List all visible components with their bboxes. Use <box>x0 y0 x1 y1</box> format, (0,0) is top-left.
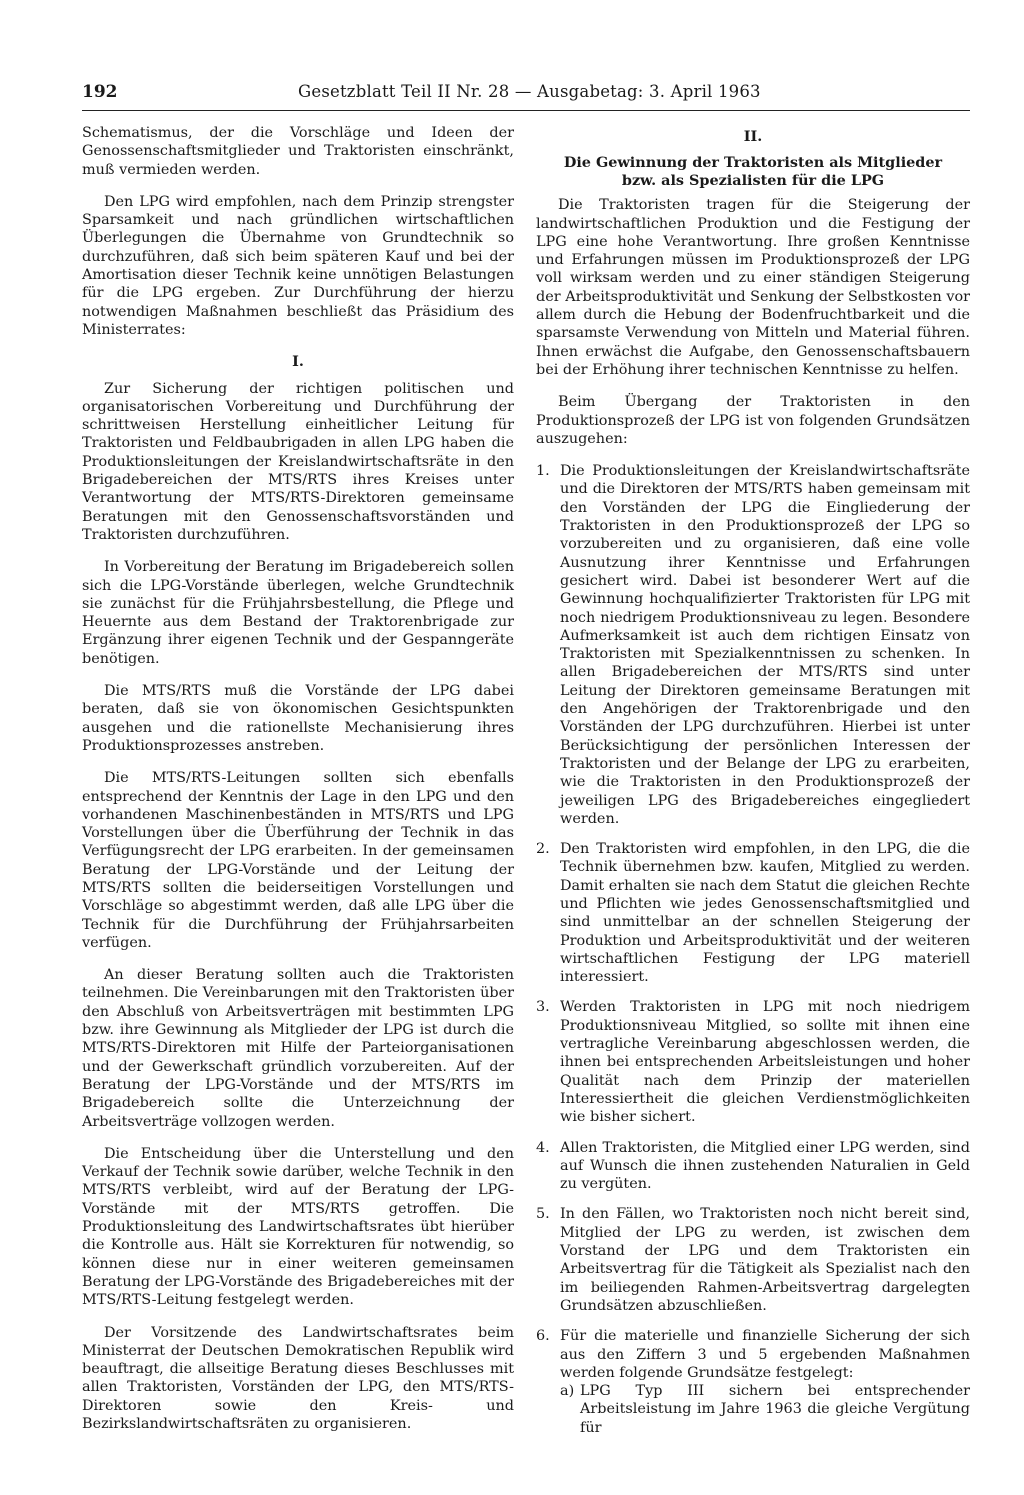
list-item-number: 3. <box>536 999 550 1016</box>
paragraph: An dieser Beratung sollten auch die Traktoristen teilnehmen. Die Vereinbarungen mit den Traktoristen über den Abschluß von Arbeitsverträgen mit bestimmten LPG bzw. ihre Gewinnung als Mitglieder der LPG ist durch die MTS/RTS-Direktoren mit Hilfe der Parteiorganisationen und der Gewerkschaft gründlich vorzubereiten. Auf der Beratung der LPG-Vorstände und der MTS/RTS im Brigadebereich sollte die Unterzeichnung der Arbeitsverträge vollzogen werden. <box>82 967 514 1130</box>
list-item-text: Die Produktionsleitungen der Kreislandwirtschaftsräte und die Direktoren der MTS/RTS haben gemeinsam mit den Vorständen der LPG die Eingliederung der Traktoristen in den Produktionsprozeß der LPG so vorzubereiten und zu organisieren, daß eine volle Ausnutzung ihrer Kenntnisse und Erfahrungen gesichert wird. Dabei ist besonderer Wert auf die Gewinnung hochqualifizierter Traktoristen für LPG mit noch niedrigem Produktionsniveau zu legen. Besondere Aufmerksamkeit ist auch dem richtigen Einsatz von Traktoristen mit Spezialkenntnissen zu schenken. In allen Brigadebereichen der MTS/RTS sind unter Leitung der Direktoren gemeinsame Beratungen mit den Angehörigen der Traktorenbrigade und den Vorständen der LPG durchzuführen. Hierbei ist unter Berücksichtigung der persönlichen Interessen der Traktoristen und der Belange der LPG zu erarbeiten, wie die Traktoristen in den Produktionsprozeß der jeweiligen LPG des Brigadebereiches eingegliedert werden. <box>560 463 970 827</box>
left-column <box>82 124 514 1447</box>
list-item-text: Für die materielle und finanzielle Sicherung der sich aus den Ziffern 3 und 5 ergebenden Maßnahmen werden folgende Grundsätze festgelegt: <box>560 1328 970 1381</box>
list-item-text: Den Traktoristen wird empfohlen, in den LPG, die die Technik übernehmen bzw. kaufen, Mitglied zu werden. Damit erhalten sie nach dem Statut die gleichen Rechte und Pflichten wie jedes Genossenschaftsmitglied und sind unmittelbar an der schnellen Steigerung der Produktion und Arbeitsproduktivität und der weiteren wirtschaftlichen Festigung der LPG materiell interessiert. <box>560 841 970 986</box>
right-column <box>536 124 970 1449</box>
paragraph: Zur Sicherung der richtigen politischen und organisatorischen Vorbereitung und Durchführung der schrittweisen Herstellung einheitlicher Leitung für Traktoristen und Feldbaubrigaden in allen LPG haben die Produktionsleitungen der Kreislandwirtschaftsräte in den Brigadebereichen der MTS/RTS ihres Kreises unter Verantwortung der MTS/RTS-Direktoren gemeinsame Beratungen mit den Genossenschaftsvorständen und Traktoristen durchzuführen. <box>82 380 514 543</box>
paragraph: Schematismus, der die Vorschläge und Ideen der Genossenschaftsmitglieder und Traktoristen einschränkt, muß vermieden werden. <box>82 125 514 178</box>
list-item <box>536 1139 970 1194</box>
paragraph: In Vorbereitung der Beratung im Brigadebereich sollen sich die LPG-Vorstände überlegen, welche Grundtechnik sie zunächst für die Frühjahrsbestellung, die Pflege und Heuernte aus dem Bestand der Traktorenbrigade zur Ergänzung ihrer eigenen Technik und der Gespanngeräte benötigen. <box>82 559 514 667</box>
list-item-text: Werden Traktoristen in LPG mit noch niedrigem Produktionsniveau Mitglied, so sollte mit ihnen eine vertragliche Vereinbarung abgeschlossen werden, die ihnen bei entsprechenden Arbeitsleistungen und hoher Qualität nach dem Prinzip der materiellen Interessiertheit die gleichen Verdienstmöglichkeiten wie bisher sichert. <box>560 999 970 1126</box>
paragraph: Der Vorsitzende des Landwirtschaftsrates beim Ministerrat der Deutschen Demokratischen Republik wird beauftragt, die allseitige Beratung dieses Beschlusses mit allen Traktoristen, Vorständen der LPG, den MTS/RTS-Direktoren sowie den Kreis- und Bezirkslandwirtschaftsräten zu organisieren. <box>82 1324 514 1432</box>
section-heading <box>536 154 970 190</box>
list-item <box>536 1205 970 1315</box>
numbered-list <box>536 462 970 1437</box>
sub-item-label: a) <box>560 1383 575 1400</box>
paragraph: Den LPG wird empfohlen, nach dem Prinzip strengster Sparsamkeit und nach gründlichen wirtschaftlichen Überlegungen die Übernahme von Grundtechnik so durchzuführen, daß sich beim späteren Kauf und bei der Amortisation dieser Technik keine unnötigen Belastungen für die LPG ergeben. Zur Durchführung der hierzu notwendigen Maßnahmen beschließt das Präsidium des Ministerrates: <box>82 193 514 338</box>
list-item <box>536 1327 970 1437</box>
paragraph: Beim Übergang der Traktoristen in den Produktionsprozeß der LPG ist von folgenden Grundsätzen auszugehen: <box>536 394 970 447</box>
paragraph: Die MTS/RTS muß die Vorstände der LPG dabei beraten, daß sie von ökonomischen Gesichtspunkten ausgehen und die rationellste Mechanisierung ihres Produktionsprozesses anstreben. <box>82 683 514 754</box>
list-item-number: 6. <box>536 1328 550 1345</box>
page-header <box>82 80 970 111</box>
list-item <box>536 840 970 986</box>
list-item-text: In den Fällen, wo Traktoristen noch nicht bereit sind, Mitglied der LPG zu werden, ist zwischen dem Vorstand der LPG und dem Traktoristen ein Arbeitsvertrag für die Tätigkeit als Spezialist nach den im beiliegenden Rahmen-Arbeitsvertrag dargelegten Grundsätzen abzuschließen. <box>560 1206 970 1314</box>
list-item <box>536 998 970 1126</box>
list-item-number: 2. <box>536 841 550 858</box>
sub-item-text: LPG Typ III sichern bei entsprechender Arbeitsleistung im Jahre 1963 die gleiche Vergütung für <box>580 1383 970 1436</box>
list-item <box>536 462 970 828</box>
paragraph: Die Traktoristen tragen für die Steigerung der landwirtschaftlichen Produktion und die Festigung der LPG eine hohe Verantwortung. Ihre großen Kenntnisse und Erfahrungen müssen im Produktionsprozeß der LPG voll wirksam werden und zu einer ständigen Steigerung der Arbeitsproduktivität und Senkung der Selbstkosten vor allem durch die Hebung der Bodenfruchtbarkeit und die sparsamste Verwendung von Mitteln und Material führen. Ihnen erwächst die Aufgabe, den Genossenschaftsbauern bei der Erhöhung ihrer technischen Kenntnisse zu helfen. <box>536 197 970 378</box>
section-heading-line: Die Gewinnung der Traktoristen als Mitglieder <box>563 154 943 172</box>
gazette-title: Gesetzblatt Teil II Nr. 28 — Ausgabetag: 3. April 1963 <box>298 82 761 101</box>
paragraph: Die Entscheidung über die Unterstellung und den Verkauf der Technik sowie darüber, welche Technik in den MTS/RTS verbleibt, wird auf der Beratung der LPG-Vorstände mit der MTS/RTS getroffen. Die Produktionsleitung des Landwirtschaftsrates übt hierüber die Kontrolle aus. Hält sie Korrekturen für notwendig, so können diese nur in einer weiteren gemeinsamen Beratung der LPG-Vorstände des Brigadebereiches mit der MTS/RTS-Leitung festgelegt werden. <box>82 1145 514 1309</box>
sub-item <box>560 1382 970 1437</box>
section-number-ii: II. <box>743 128 763 145</box>
list-item-number: 4. <box>536 1139 550 1156</box>
section-heading-line: bzw. als Spezialisten für die LPG <box>621 172 885 190</box>
list-item-text: Allen Traktoristen, die Mitglied einer LPG werden, sind auf Wunsch die ihnen zustehenden Naturalien in Geld zu vergüten. <box>560 1139 970 1193</box>
page-number: 192 <box>82 82 118 102</box>
paragraph: Die MTS/RTS-Leitungen sollten sich ebenfalls entsprechend der Kenntnis der Lage in den LPG und den vorhandenen Maschinenbeständen in MTS/RTS und LPG Vorstellungen über die Überführung der Technik in das Verfügungsrecht der LPG erarbeiten. In der gemeinsamen Beratung der LPG-Vorstände und der Leitung der MTS/RTS sollten die beiderseitigen Vorstellungen und Vorschläge so abgestimmt werden, daß alle LPG über die Technik für die Durchführung der Frühjahrsarbeiten verfügen. <box>82 770 514 951</box>
section-number-i: I. <box>292 353 304 371</box>
list-item-number: 5. <box>536 1206 550 1223</box>
list-item-number: 1. <box>536 463 550 480</box>
